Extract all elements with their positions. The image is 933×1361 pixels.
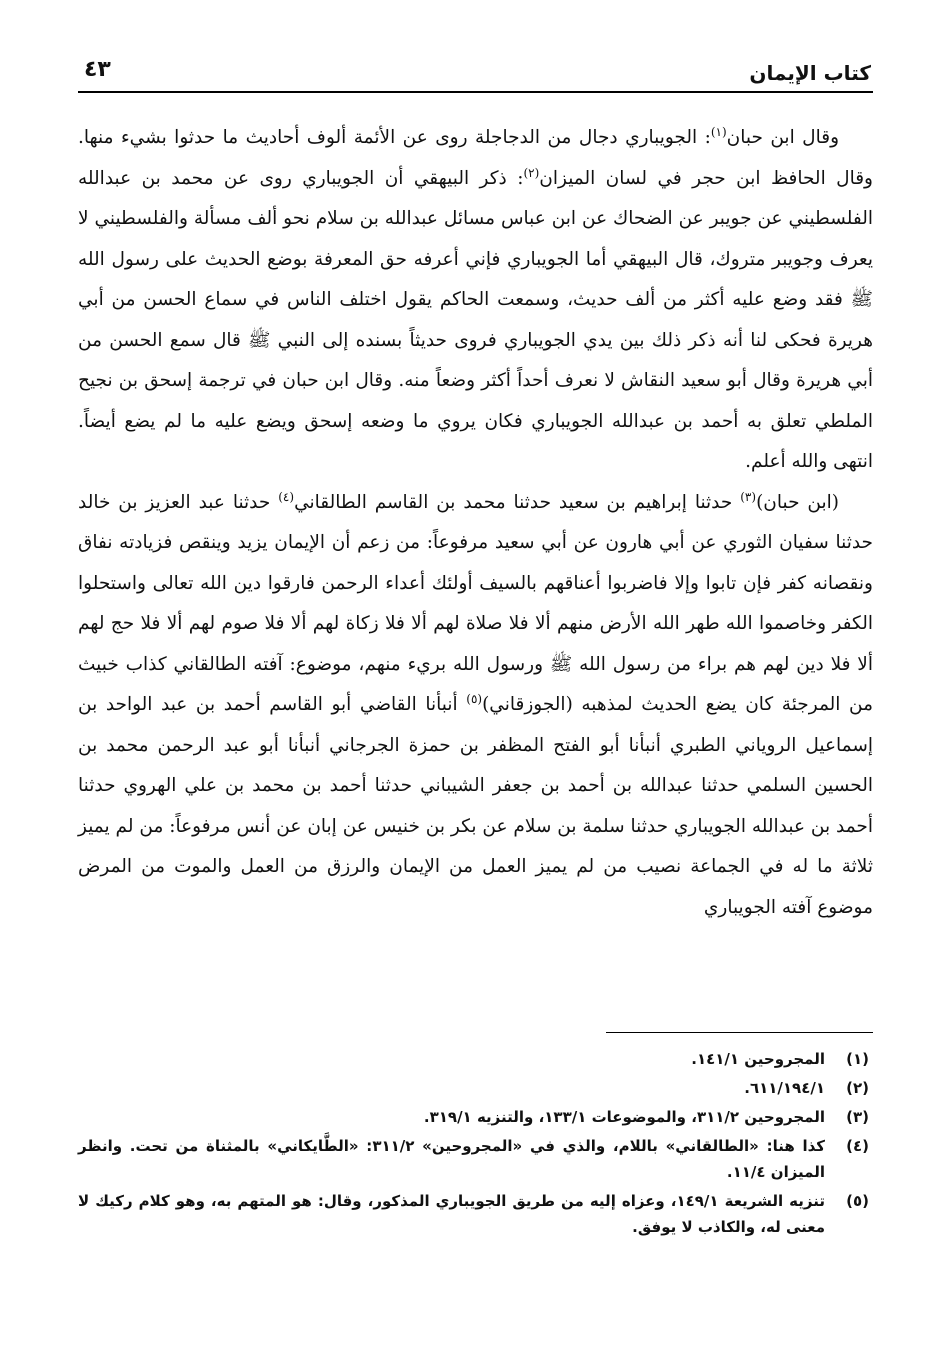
footnote-reference[interactable]: (٢) <box>523 165 540 180</box>
footnote <box>78 1188 873 1240</box>
footnote-reference[interactable]: (٥) <box>466 691 483 706</box>
text-segment: : ذكر البيهقي أن الجويباري روى عن محمد بن عبدالله الفلسطيني عن جويبر عن الضحاك عن ابن عباس مسائل عبدالله بن سلام نحو ألف مسألة والفلسطيني لا يعرف وجويبر متروك، قال البيهقي أما الجويباري فإني أعرفه حق المعرفة بوضع الحديث على رسول الله ﷺ فقد وضع عليه أكثر من ألف حديث، وسمعت الحاكم يقول اختلف الناس في سماع الحسن من أبي هريرة فحكى لنا أنه ذكر ذلك بين يدي الجويباري فروى حديثاً بسنده إلى النبي ﷺ قال سمع الحسن من أبي هريرة وقال أبو سعيد النقاش لا نعرف أحداً أكثر وضعاً منه. وقال ابن حبان في ترجمة إسحق بن نجيح الملطي تعلق به أحمد بن عبدالله الجويباري فكان يروي ما وضعه إسحق ويضع عليه ما لم يضع أيضاً. انتهى والله أعلم. <box>78 167 873 472</box>
page-number: ٤٣ <box>84 57 111 82</box>
chapter-title: كتاب الإيمان <box>749 61 871 85</box>
footnote-reference[interactable]: (٤) <box>278 489 295 504</box>
footnote <box>78 1104 873 1130</box>
footnote-number: (٤) <box>846 1137 869 1155</box>
running-header <box>78 55 873 93</box>
text-segment: : الجويباري دجال من الدجاجلة روى عن الأئمة ألوف أحاديث ما حدثوا بشيء منها. وقال الحافظ ابن حجر في لسان الميزان <box>78 127 873 189</box>
text-segment: (ابن حبان) <box>756 491 840 513</box>
footnote-number: (٢) <box>846 1079 869 1097</box>
main-text <box>78 118 873 928</box>
footnote-reference[interactable]: (١) <box>710 124 727 139</box>
text-segment: حدثنا عبد العزيز بن خالد حدثنا سفيان الثوري عن أبي هارون عن أبي سعيد مرفوعاً: من زعم أن الإيمان يزيد وينقص فزيادته نفاق ونقصانه كفر فإن تابوا وإلا فاضربوا أعناقهم بالسيف أولئك أعداء الرحمن فارقوا دين الله تعالى واستحلوا الكفر وخاصموا الله طهر الله الأرض منهم ألا فلا صلاة لهم ألا فلا زكاة لهم ألا فلا صوم لهم ألا فلا حج لهم ألا فلا دين لهم هم براء من رسول الله ﷺ ورسول الله بريء منهم، موضوع: آفته الطالقاني كذاب خبيث من المرجئة كان يضع الحديث لمذهبه (الجوزقاني) <box>78 491 873 715</box>
footnote-number: (١) <box>846 1050 869 1068</box>
footnote-text: المجروحين ١٤١/١. <box>691 1050 825 1068</box>
paragraph <box>78 118 873 483</box>
footnotes <box>78 1046 873 1243</box>
header-divider <box>78 91 873 93</box>
paragraph <box>78 483 873 929</box>
footnote-divider <box>606 1032 873 1033</box>
footnote <box>78 1133 873 1185</box>
footnote-number: (٣) <box>846 1108 869 1126</box>
footnote-text: تنزيه الشريعة ١٤٩/١، وعزاه إليه من طريق الجويباري المذكور، وقال: هو المتهم به، وهو كلام ركيك لا معنى له، والكاذب لا يوفق. <box>78 1192 825 1236</box>
footnote-number: (٥) <box>846 1192 869 1210</box>
footnote <box>78 1075 873 1101</box>
footnote-text: المجروحين ٣١١/٢، والموضوعات ١٣٣/١، والتنزيه ٣١٩/١. <box>423 1108 825 1126</box>
text-segment: وقال ابن حبان <box>726 127 840 148</box>
text-segment: حدثنا إبراهيم بن سعيد حدثنا محمد بن القاسم الطالقاني <box>294 491 741 513</box>
text-segment: أنبأنا القاضي أبو القاسم أحمد بن عبد الواحد بن إسماعيل الروياني الطبري أنبأنا أبو الفتح المظفر بن حمزة الجرجاني أنبأنا أبو عبد الرحمن محمد بن الحسين السلمي حدثنا عبدالله بن أحمد بن جعفر الشيباني حدثنا أحمد بن محمد بن علي الهروي حدثنا أحمد بن عبدالله الجويباري حدثنا سلمة بن سلام عن بكر بن خنيس عن إبان عن أنس مرفوعاً: من لم يميز ثلاثة ما له في الجماعة نصيب من لم يميز العمل من الإيمان والرزق من العمل والموت من المرض موضوع آفته الجويباري <box>78 694 873 918</box>
footnote <box>78 1046 873 1072</box>
footnote-text: كذا هنا: «الطالقاني» باللام، والذي في «المجروحين» ٣١١/٢: «الطَّايكاني» بالمثناة من تحت. وانظر الميزان ١١/٤. <box>78 1137 825 1181</box>
footnote-reference[interactable]: (٣) <box>740 489 757 504</box>
footnote-text: ٦١١/١٩٤/١. <box>744 1079 825 1097</box>
